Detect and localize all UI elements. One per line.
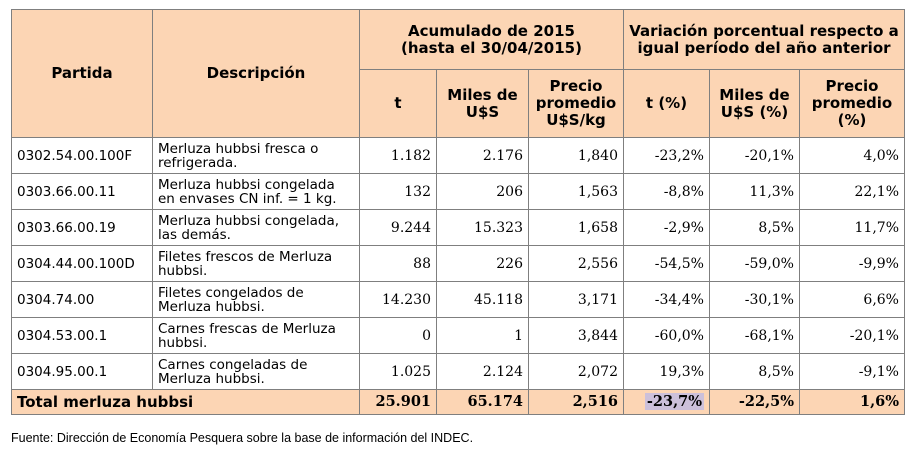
row-description: Merluza hubbsi fresca o refrigerada. — [153, 138, 360, 174]
row-miles: 15.323 — [437, 210, 529, 246]
total-t-pct — [624, 390, 710, 415]
row-miles: 226 — [437, 246, 529, 282]
row-code: 0303.66.00.19 — [12, 210, 153, 246]
header-col-precio: Precio promedio U$S/kg — [529, 70, 624, 138]
row-precio: 3,171 — [529, 282, 624, 318]
row-miles-pct: 8,5% — [710, 354, 800, 390]
row-t: 0 — [360, 318, 437, 354]
total-label: Total merluza hubbsi — [12, 390, 360, 415]
header-col-t-pct: t (%) — [624, 70, 710, 138]
row-miles-pct: -59,0% — [710, 246, 800, 282]
row-description: Carnes congeladas de Merluza hubbsi. — [153, 354, 360, 390]
row-code: 0304.95.00.1 — [12, 354, 153, 390]
row-code: 0303.66.00.11 — [12, 174, 153, 210]
table-row — [12, 282, 905, 318]
row-miles-pct: -20,1% — [710, 138, 800, 174]
row-t: 1.025 — [360, 354, 437, 390]
row-miles: 45.118 — [437, 282, 529, 318]
row-precio: 1,563 — [529, 174, 624, 210]
header-acumulado: Acumulado de 2015 (hasta el 30/04/2015) — [360, 10, 624, 70]
row-t: 9.244 — [360, 210, 437, 246]
total-miles: 65.174 — [437, 390, 529, 415]
row-precio: 1,840 — [529, 138, 624, 174]
header-descripcion: Descripción — [153, 10, 360, 138]
header-col-precio-pct: Precio promedio (%) — [800, 70, 905, 138]
header-col-t: t — [360, 70, 437, 138]
row-t-pct: -60,0% — [624, 318, 710, 354]
row-code: 0304.74.00 — [12, 282, 153, 318]
table-row — [12, 354, 905, 390]
header-partida: Partida — [12, 10, 153, 138]
row-precio-pct: 11,7% — [800, 210, 905, 246]
row-t: 1.182 — [360, 138, 437, 174]
row-miles-pct: 11,3% — [710, 174, 800, 210]
table-row — [12, 210, 905, 246]
row-precio-pct: -9,9% — [800, 246, 905, 282]
row-code: 0304.53.00.1 — [12, 318, 153, 354]
table-row — [12, 174, 905, 210]
total-miles-pct: -22,5% — [710, 390, 800, 415]
table-row — [12, 318, 905, 354]
row-t-pct: 19,3% — [624, 354, 710, 390]
row-t-pct: -54,5% — [624, 246, 710, 282]
table-row — [12, 246, 905, 282]
row-t-pct: -8,8% — [624, 174, 710, 210]
total-t: 25.901 — [360, 390, 437, 415]
row-t-pct: -34,4% — [624, 282, 710, 318]
row-code: 0302.54.00.100F — [12, 138, 153, 174]
row-description: Filetes congelados de Merluza hubbsi. — [153, 282, 360, 318]
header-col-miles: Miles de U$S — [437, 70, 529, 138]
row-t: 132 — [360, 174, 437, 210]
export-table — [11, 9, 905, 415]
row-t-pct: -23,2% — [624, 138, 710, 174]
row-miles-pct: -68,1% — [710, 318, 800, 354]
row-miles-pct: 8,5% — [710, 210, 800, 246]
row-t: 88 — [360, 246, 437, 282]
row-precio: 3,844 — [529, 318, 624, 354]
row-precio-pct: 4,0% — [800, 138, 905, 174]
header-col-miles-pct: Miles de U$S (%) — [710, 70, 800, 138]
total-row — [12, 390, 905, 415]
row-code: 0304.44.00.100D — [12, 246, 153, 282]
total-precio: 2,516 — [529, 390, 624, 415]
row-precio: 2,556 — [529, 246, 624, 282]
row-miles: 1 — [437, 318, 529, 354]
row-miles-pct: -30,1% — [710, 282, 800, 318]
row-description: Merluza hubbsi congelada en envases CN inf. = 1 kg. — [153, 174, 360, 210]
total-t-pct-value: -23,7% — [646, 393, 702, 410]
row-description: Filetes frescos de Merluza hubbsi. — [153, 246, 360, 282]
row-precio-pct: 22,1% — [800, 174, 905, 210]
row-t-pct: -2,9% — [624, 210, 710, 246]
row-miles: 2.124 — [437, 354, 529, 390]
total-precio-pct: 1,6% — [800, 390, 905, 415]
row-precio: 1,658 — [529, 210, 624, 246]
row-precio-pct: -9,1% — [800, 354, 905, 390]
source-note: Fuente: Dirección de Economía Pesquera sobre la base de información del INDEC. — [11, 431, 474, 445]
row-miles: 2.176 — [437, 138, 529, 174]
table-row — [12, 138, 905, 174]
row-precio-pct: -20,1% — [800, 318, 905, 354]
row-t: 14.230 — [360, 282, 437, 318]
row-description: Merluza hubbsi congelada, las demás. — [153, 210, 360, 246]
header-variacion: Variación porcentual respecto a igual período del año anterior — [624, 10, 905, 70]
row-miles: 206 — [437, 174, 529, 210]
row-precio-pct: 6,6% — [800, 282, 905, 318]
row-description: Carnes frescas de Merluza hubbsi. — [153, 318, 360, 354]
row-precio: 2,072 — [529, 354, 624, 390]
